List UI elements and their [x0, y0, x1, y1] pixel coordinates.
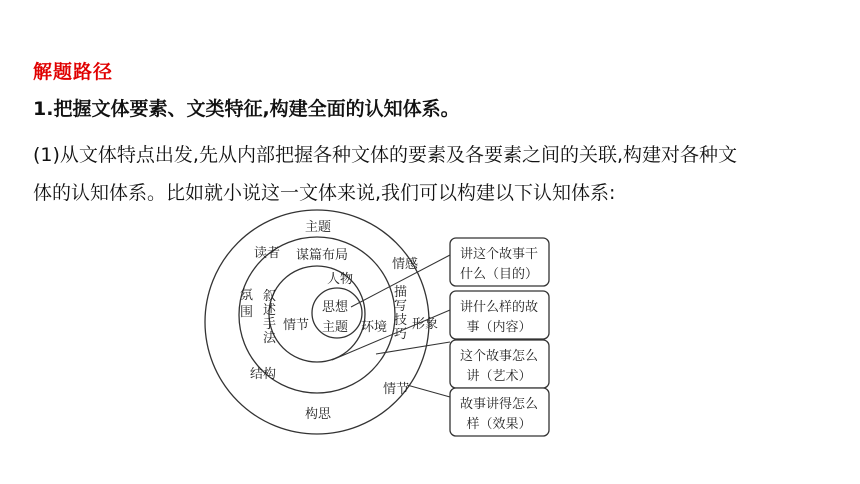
- inner-label-characters: 人物: [326, 272, 354, 287]
- middle-label-layout: 谋篇布局: [295, 248, 349, 263]
- paragraph-line-2: 体的认知体系。比如就小说这一文体来说,我们可以构建以下认知体系:: [33, 182, 616, 204]
- middle-label-description: 描写技巧: [394, 285, 408, 342]
- heading: 1.把握文体要素、文类特征,构建全面的认知体系。: [33, 98, 460, 120]
- inner-label-environment: 环境: [361, 320, 388, 335]
- info-box-2: [450, 291, 549, 339]
- info-box-4: [450, 388, 549, 436]
- info-box-1-line-1: 讲这个故事干: [459, 247, 539, 262]
- info-box-3-line-2: 讲（艺术）: [466, 369, 532, 384]
- info-box-1: [450, 238, 549, 286]
- outer-label-emotion: 情感: [392, 257, 419, 272]
- inner-label-plot: 情节: [283, 318, 310, 333]
- outer-label-reader: 读者: [254, 246, 281, 261]
- info-box-2-line-2: 事（内容）: [466, 320, 532, 335]
- center-label-thought: 思想: [321, 300, 349, 315]
- outer-label-image: 形象: [412, 317, 439, 332]
- info-box-4-line-1: 故事讲得怎么: [459, 397, 539, 412]
- info-box-2-line-1: 讲什么样的故: [459, 300, 539, 315]
- outer-label-atmosphere: 氛围: [240, 288, 254, 320]
- info-box-4-line-2: 样（效果）: [466, 417, 532, 432]
- section-title: 解题路径: [33, 61, 114, 83]
- outer-label-theme: 主题: [304, 220, 332, 235]
- info-box-3: [450, 340, 549, 388]
- middle-label-narrative: 叙述手法: [263, 289, 277, 346]
- paragraph-line-1: (1)从文体特点出发,先从内部把握各种文体的要素及各要素之间的关联,构建对各种文: [33, 144, 737, 166]
- outer-label-plot: 情节: [383, 382, 410, 397]
- outer-label-structure: 结构: [250, 367, 277, 382]
- outer-label-conception: 构思: [304, 407, 332, 422]
- connector-4: [407, 385, 450, 397]
- info-box-1-line-2: 什么（目的）: [459, 267, 539, 282]
- info-box-3-line-1: 这个故事怎么: [459, 349, 539, 364]
- center-label-theme: 主题: [321, 320, 349, 335]
